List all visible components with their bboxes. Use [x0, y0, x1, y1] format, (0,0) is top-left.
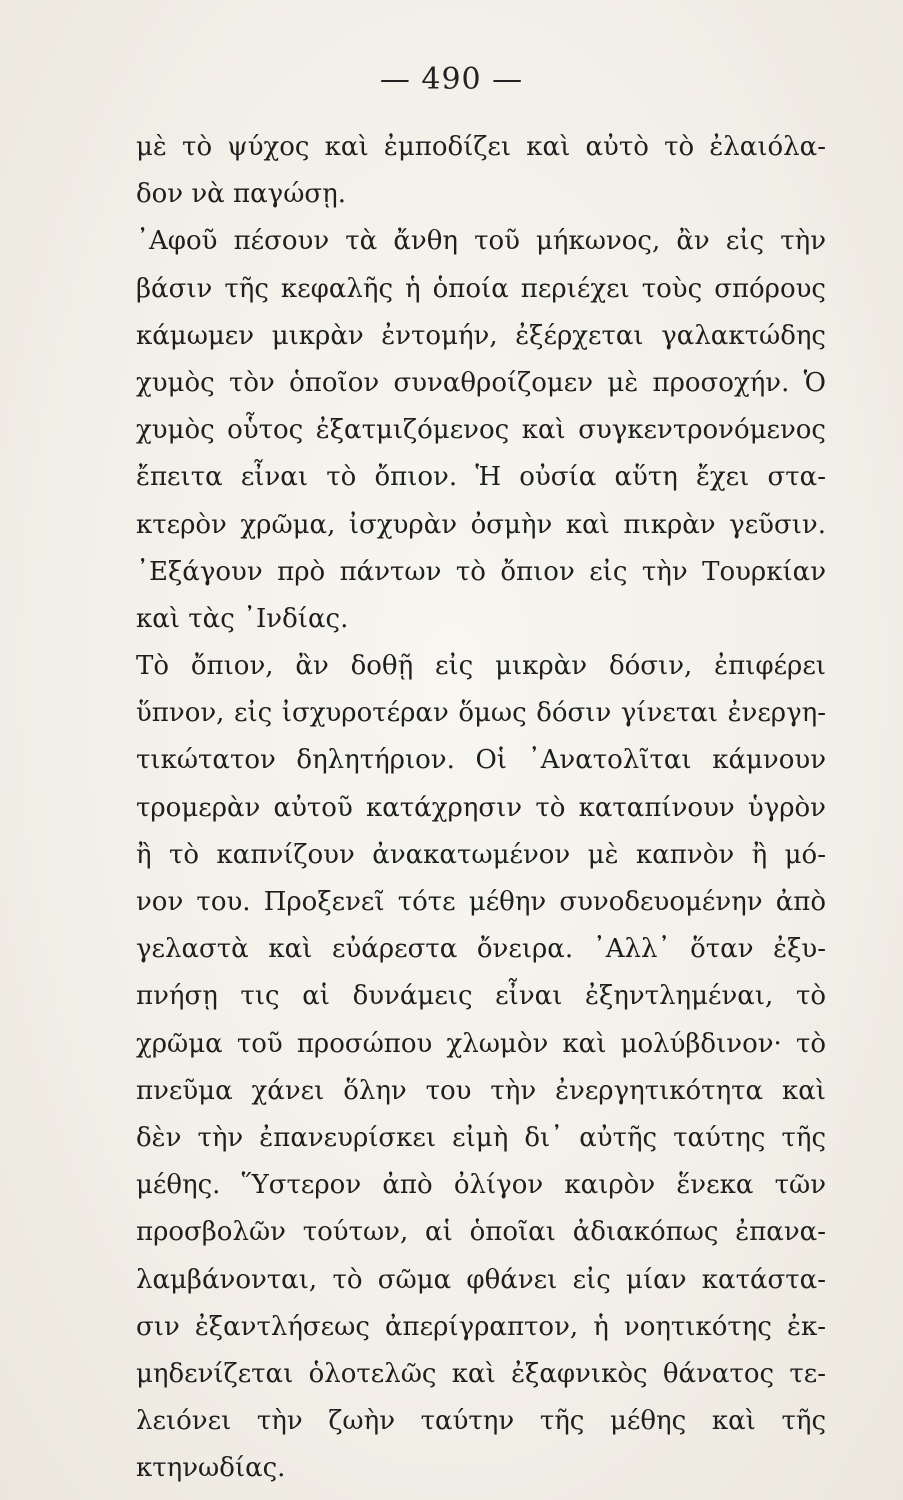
text-line: κτερὸν χρῶμα, ἰσχυρὰν ὀσμὴν καὶ πικρὰν γεῦσιν. [136, 509, 826, 540]
text-line: τικώτατον δηλητήριον. Οἱ ᾿Ανατολῖται κάμνουν [136, 745, 826, 776]
text-line: ᾿Εξάγουν πρὸ πάντων τὸ ὄπιον εἰς τὴν Τουρκίαν [136, 556, 826, 587]
text-line: ἢ τὸ καπνίζουν ἀνακατωμένον μὲ καπνὸν ἢ μό- [136, 839, 826, 870]
text-line: νον του. Προξενεῖ τότε μέθην συνοδευομένην ἀπὸ [136, 887, 826, 917]
text-line: ὕπνον, εἰς ἰσχυροτέραν ὅμως δόσιν γίνεται ἐνεργη- [136, 698, 826, 729]
text-line: μὲ τὸ ψύχος καὶ ἐμποδίζει καὶ αὐτὸ τὸ ἐλαιόλα- [136, 132, 826, 162]
text-line: ᾿Αφοῦ πέσουν τὰ ἄνθη τοῦ μήκωνος, ἂν εἰς τὴν [136, 226, 826, 257]
text-line: χρῶμα τοῦ προσώπου χλωμὸν καὶ μολύβδινον· τὸ [136, 1028, 826, 1059]
text-line: λαμβάνονται, τὸ σῶμα φθάνει εἰς μίαν κατάστα- [136, 1264, 826, 1295]
text-line: δον νὰ παγώσῃ. [136, 179, 346, 210]
text-line: χυμὸς οὗτος ἐξατμιζόμενος καὶ συγκεντρονόμενος [136, 415, 826, 446]
text-line: μέθης. Ὕστερον ἀπὸ ὀλίγον καιρὸν ἕνεκα τῶν [136, 1170, 826, 1201]
text-line: κάμωμεν μικρὰν ἐντομήν, ἐξέρχεται γαλακτώδης [136, 320, 826, 351]
text-line: λειόνει τὴν ζωὴν ταύτην τῆς μέθης καὶ τῆς [136, 1406, 826, 1437]
text-line: χυμὸς τὸν ὁποῖον συναθροίζομεν μὲ προσοχήν. Ὁ [136, 367, 826, 398]
text-line: τρομερὰν αὐτοῦ κατάχρησιν τὸ καταπίνουν ὑγρὸν [136, 792, 826, 823]
text-line: γελαστὰ καὶ εὐάρεστα ὄνειρα. ᾿Αλλ᾿ ὅταν ἐξυ- [136, 934, 826, 965]
text-line: δὲν τὴν ἐπανευρίσκει εἰμὴ δι᾿ αὐτῆς ταύτης τῆς [136, 1122, 826, 1153]
text-line: μηδενίζεται ὁλοτελῶς καὶ ἐξαφνικὸς θάνατος τε- [136, 1358, 826, 1389]
text-line: πνεῦμα χάνει ὅλην του τὴν ἐνεργητικότητα καὶ [136, 1075, 826, 1106]
text-line: κτηνωδίας. [136, 1453, 286, 1484]
text-line: σιν ἐξαντλήσεως ἀπερίγραπτον, ἡ νοητικότης ἐκ- [136, 1311, 826, 1342]
text-line: ἔπειτα εἶναι τὸ ὄπιον. Ἡ οὐσία αὕτη ἔχει στα- [136, 462, 826, 493]
text-line: πνήσῃ τις αἱ δυνάμεις εἶναι ἐξηντλημέναι, τὸ [136, 981, 826, 1012]
body-text [136, 124, 826, 1492]
text-line: καὶ τὰς ᾿Ινδίας. [136, 603, 349, 634]
page-number: — 490 — [379, 62, 524, 97]
text-line: βάσιν τῆς κεφαλῆς ἡ ὁποία περιέχει τοὺς σπόρους [136, 273, 826, 304]
text-line: προσβολῶν τούτων, αἱ ὁποῖαι ἀδιακόπως ἐπανα- [136, 1217, 826, 1248]
text-line: Τὸ ὄπιον, ἂν δοθῇ εἰς μικρὰν δόσιν, ἐπιφέρει [136, 651, 826, 682]
